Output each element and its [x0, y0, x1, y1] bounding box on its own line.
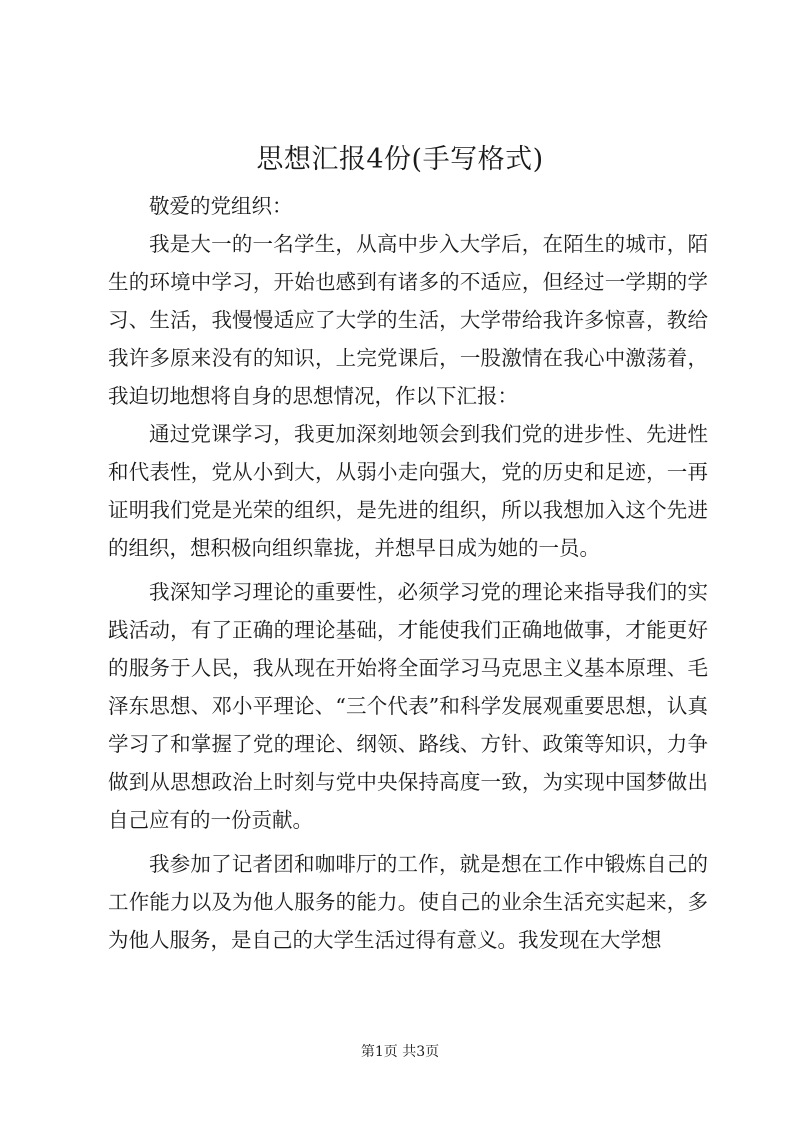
page-number: 第1页 共3页 [360, 1044, 440, 1060]
paragraph-2: 通过党课学习，我更加深刻地领会到我们党的进步性、先进性和代表性，党从小到大，从弱小走向强大，党的历史和足迹，一再证明我们党是光荣的组织，是先进的组织，所以我想加入这个先进的组织，想积极向组织靠拢，并想早日成为她的一员。 [108, 422, 708, 560]
document-body [108, 187, 708, 959]
paragraph-1: 我是大一的一名学生，从高中步入大学后，在陌生的城市，陌生的环境中学习，开始也感到有诸多的不适应，但经过一学期的学习、生活，我慢慢适应了大学的生活，大学带给我许多惊喜，教给我许多原来没有的知识，上完党课后，一股激情在我心中激荡着，我迫切地想将自身的思想情况，作以下汇报： [108, 232, 708, 408]
document-title: 思想汇报4份(手写格式) [256, 144, 544, 175]
paragraph-4: 我参加了记者团和咖啡厅的工作，就是想在工作中锻炼自己的工作能力以及为他人服务的能力。使自己的业余生活充实起来，多为他人服务，是自己的大学生活过得有意义。我发现在大学想 [108, 852, 708, 952]
salutation: 敬爱的党组织： [149, 194, 293, 218]
paragraph-3: 我深知学习理论的重要性，必须学习党的理论来指导我们的实践活动，有了正确的理论基础，才能使我们正确地做事，才能更好的服务于人民，我从现在开始将全面学习马克思主义基本原理、毛泽东思想、邓小平理论、“三个代表”和科学发展观重要思想，认真学习了和掌握了党的理论、纲领、路线、方针、政策等知识，力争做到从思想政治上时刻与党中央保持高度一致，为实现中国梦做出自己应有的一份贡献。 [108, 580, 708, 832]
